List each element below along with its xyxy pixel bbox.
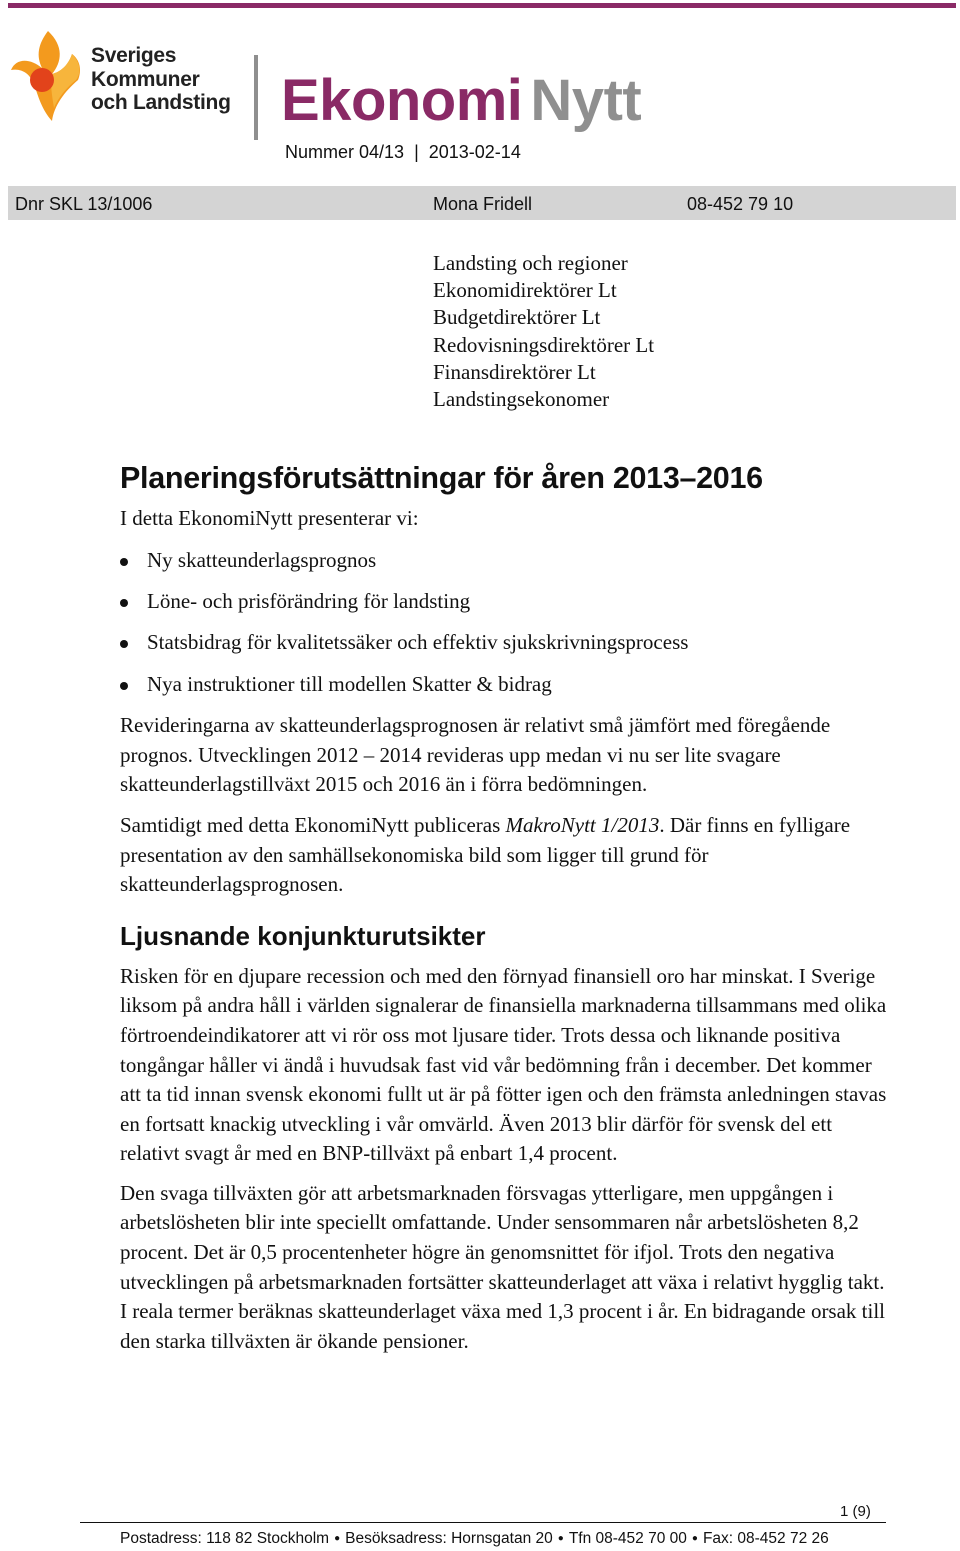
article-title: Planeringsförutsättningar för åren 2013–2016 bbox=[120, 461, 763, 495]
separator-dot-icon: ● bbox=[691, 1533, 698, 1544]
recipient-item: Landstingsekonomer bbox=[433, 387, 610, 412]
top-accent-rule bbox=[8, 3, 956, 8]
footer-address bbox=[120, 1529, 829, 1551]
masthead-divider bbox=[254, 55, 258, 140]
postal-address: Postadress: 118 82 Stockholm bbox=[120, 1530, 330, 1547]
section-paragraph: Risken för en djupare recession och med den förnyad finansiell oro har minskat. I Sverige liksom på andra håll i världen signalerar de finansiella marknaderna tillsammans med olika förtroendeindikatorer att vi rör oss mot ljusare tider. Trots dessa och liknande positiva tongångar håller vi ändå i huvudsak fast vid vår bedömning från i december. Det kommer att ta tid innan svensk ekonomi fullt ut är på fötter igen och den främsta anledningen stavas en fortsatt knackig utveckling i vår omvärld. Även 2013 blir därför för svensk del ett relativt svagt år med en BNP-tillväxt på enbart 1,4 procent. bbox=[120, 963, 887, 1166]
bullet-icon bbox=[120, 640, 128, 648]
skl-logo-icon bbox=[8, 28, 88, 124]
footer-rule bbox=[80, 1522, 886, 1523]
title-part-ekonomi: Ekonomi bbox=[281, 68, 523, 133]
topic-text: Statsbidrag för kvalitetssäker och effektiv sjukskrivningsprocess bbox=[147, 630, 689, 655]
org-line-1: Sveriges bbox=[91, 44, 177, 67]
title-part-nytt: Nytt bbox=[530, 68, 642, 133]
section-heading: Ljusnande konjunkturutsikter bbox=[120, 920, 486, 951]
topic-item bbox=[120, 587, 890, 617]
article-body bbox=[120, 458, 890, 1367]
page-number: 1 (9) bbox=[840, 1503, 871, 1520]
footer-phone: Tfn 08-452 70 00 bbox=[568, 1530, 687, 1547]
article-intro: I detta EkonomiNytt presenterar vi: bbox=[120, 506, 419, 530]
recipient-item: Redovisningsdirektörer Lt bbox=[433, 332, 655, 357]
topic-item bbox=[120, 670, 890, 700]
topic-item bbox=[120, 546, 890, 576]
bullet-icon bbox=[120, 599, 128, 607]
summary-paragraph: Revideringarna av skatteunderlagsprognosen är relativt små jämfört med föregående prognos. Utvecklingen 2012 – 2014 revideras upp medan vi nu ser lite svagare skatteunderlagstillväxt 2015 och 2016 än i förra bedömningen. bbox=[120, 713, 831, 797]
visiting-address: Besöksadress: Hornsgatan 20 bbox=[345, 1530, 553, 1547]
contact-name: Mona Fridell bbox=[433, 194, 533, 214]
newsletter-title bbox=[281, 66, 641, 136]
section-paragraph: Den svaga tillväxten gör att arbetsmarknaden försvagas ytterligare, men uppgången i arbetslösheten blir inte speciellt omfattande. Under sensommaren når arbetslösheten 8,2 procent. Det är 0,5 procentenheter högre än genomsnittet för ifjol. Trots den negativa utvecklingen på arbetsmarknaden fortsätter skatteunderlaget att växa i relativt hygglig takt. I reala termer beräknas skatteunderlaget växa med 1,3 procent i år. En bidragande orsak till den starka tillväxten är ökande pensioner. bbox=[120, 1180, 886, 1353]
issue-date: 2013-02-14 bbox=[428, 142, 521, 162]
recipient-item: Budgetdirektörer Lt bbox=[433, 305, 601, 330]
org-line-3: och Landsting bbox=[91, 91, 231, 114]
issue-info bbox=[285, 140, 521, 164]
topic-item bbox=[120, 628, 890, 658]
recipient-item: Ekonomidirektörer Lt bbox=[433, 278, 617, 303]
reference-number: Dnr SKL 13/1006 bbox=[15, 194, 153, 214]
makronytt-paragraph bbox=[120, 811, 890, 900]
footer-fax: Fax: 08-452 72 26 bbox=[702, 1530, 829, 1547]
topic-text: Nya instruktioner till modellen Skatter & bidrag bbox=[147, 671, 552, 696]
makronytt-title: MakroNytt 1/2013 bbox=[505, 812, 660, 837]
topic-text: Ny skatteunderlagsprognos bbox=[147, 547, 377, 572]
topic-text: Löne- och prisförändring för landsting bbox=[147, 588, 471, 613]
recipient-item: Finansdirektörer Lt bbox=[433, 359, 596, 384]
bullet-icon bbox=[120, 558, 128, 566]
org-line-2: Kommuner bbox=[91, 67, 200, 91]
contact-phone: 08-452 79 10 bbox=[687, 194, 794, 214]
topic-list bbox=[120, 546, 890, 700]
issue-number: Nummer 04/13 bbox=[285, 142, 405, 162]
info-bar bbox=[8, 186, 956, 220]
organization-name bbox=[91, 44, 231, 115]
bullet-icon bbox=[120, 682, 128, 690]
recipient-list bbox=[433, 250, 654, 413]
makronytt-text-after: . Där finns en fylligare presentation av den samhällsekonomiska bild som ligger till grund för skatteunderlagsprognosen. bbox=[120, 812, 851, 897]
recipient-item: Landsting och regioner bbox=[433, 251, 628, 275]
separator-dot-icon: ● bbox=[557, 1533, 564, 1544]
separator-dot-icon: ● bbox=[334, 1533, 341, 1544]
issue-separator: | bbox=[414, 142, 419, 162]
makronytt-text-before: Samtidigt med detta EkonomiNytt publiceras bbox=[120, 812, 506, 837]
